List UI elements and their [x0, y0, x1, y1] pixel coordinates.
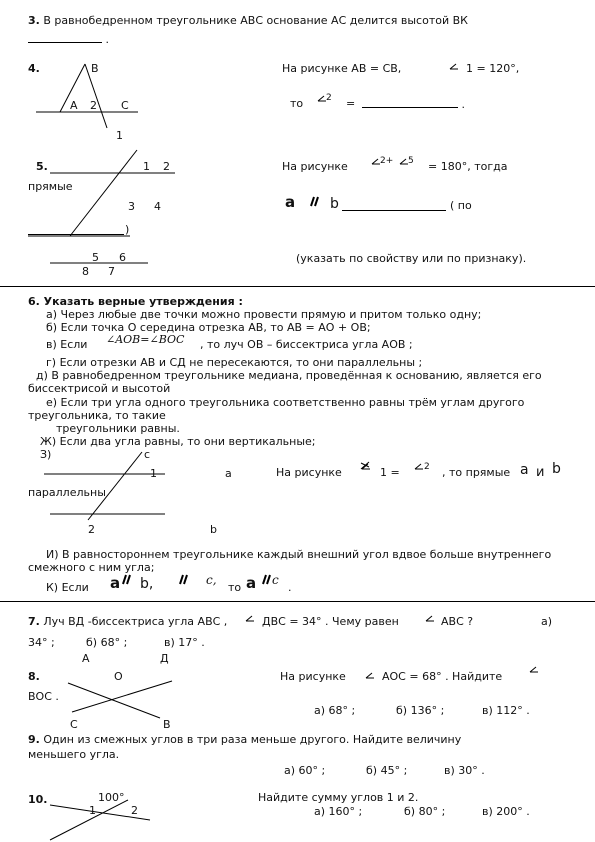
q5-lines-word: прямые	[28, 180, 73, 193]
parallel-icon-q5	[311, 197, 318, 206]
angle-icon-q7a	[246, 616, 254, 621]
q3-text: В равнобедренном треугольнике АВС основание АС делится высотой ВК	[43, 14, 468, 27]
q5-label-4: 4	[154, 200, 161, 213]
q7-answer-a-letter: а)	[541, 615, 553, 628]
q8-line-2	[68, 683, 160, 718]
q6-line-b: b	[552, 461, 561, 477]
q6-k-then: то	[228, 581, 242, 594]
q7-text-1: Луч ВД -биссектриса угла АВС ,	[43, 615, 228, 628]
q4-number: 4.	[28, 62, 40, 75]
q7-text-3: АВС ?	[441, 615, 474, 628]
q8-answer-a[interactable]: а) 68° ;	[314, 704, 356, 717]
q10-answer-a[interactable]: а) 160° ;	[314, 805, 363, 818]
q6-label-2: 2	[88, 523, 95, 536]
q8-label-d: Д	[160, 652, 169, 665]
q5-label-2: 2	[163, 160, 170, 173]
q6-label-a: a	[225, 467, 232, 480]
q7-answer-c[interactable]: в) 17° .	[164, 636, 205, 649]
q6-b: б) Если точка О середина отрезка АВ, то АВ = АО + ОВ;	[46, 321, 371, 334]
q7-number: 7.	[28, 615, 40, 628]
q8-find: ВОС .	[28, 690, 59, 703]
q8-label-b: В	[163, 718, 171, 731]
q9-number: 9.	[28, 733, 40, 746]
q3-tail: .	[105, 33, 109, 46]
q4-label-c: С	[121, 99, 129, 112]
q9-text-2: меньшего угла.	[28, 748, 120, 761]
q4-answer-blank[interactable]	[362, 97, 458, 108]
q5-label-8: 8	[82, 265, 89, 278]
angle-icon-q7b	[426, 616, 434, 621]
angle-icon-q6b	[415, 464, 423, 469]
q5-angle-2plus: 2+	[380, 156, 394, 166]
angle-icon-q4a	[450, 64, 458, 69]
q8-answer-b[interactable]: б) 136° ;	[396, 704, 445, 717]
q6-k-1: К) Если	[46, 581, 89, 594]
q9-answer-c[interactable]: в) 30° .	[444, 764, 485, 777]
angle-icon-q8b	[530, 667, 538, 672]
angle-icon-q5b	[400, 159, 408, 164]
q5-label-1: 1	[143, 160, 150, 173]
q6-given: На рисунке	[276, 466, 342, 479]
q10-label-1: 1	[89, 804, 96, 817]
q5-line-b: b	[330, 196, 339, 212]
q7-answer-b[interactable]: б) 68° ;	[86, 636, 128, 649]
q8-label-o: О	[114, 670, 123, 683]
q3-answer-line	[28, 32, 109, 46]
angle-icon-q8a	[366, 673, 374, 678]
q6-heading-text: 6. Указать верные утверждения :	[28, 295, 243, 308]
q6-e-1: е) Если три угла одного треугольника соответственно равны трём углам другого	[46, 396, 525, 409]
q6-line-a: a	[520, 462, 529, 478]
q4-label-2: 2	[90, 99, 97, 112]
q8-given: На рисунке	[280, 670, 346, 683]
q6-k-a2: a	[246, 574, 257, 592]
q5-angle-5: 5	[408, 156, 414, 166]
q7-text-2: ДВС = 34° . Чему равен	[262, 615, 399, 628]
q4-then: то	[290, 97, 304, 110]
q4-eq: =	[346, 97, 356, 110]
q8-number: 8.	[28, 670, 40, 683]
q7-answer-a[interactable]: 34° ;	[28, 636, 55, 649]
q4-angle-2: 2	[326, 93, 332, 103]
q6-heading	[28, 295, 243, 308]
q8-answer-c[interactable]: в) 112° .	[482, 704, 530, 717]
q6-z: З)	[40, 448, 52, 461]
q4-label-a: А	[70, 99, 78, 112]
q5-label-5: 5	[92, 251, 99, 264]
q6-label-1: 1	[150, 467, 157, 480]
q6-g: г) Если отрезки АВ и СД не пересекаются, то они параллельны ;	[46, 356, 423, 369]
q10-degrees: 100°	[98, 791, 125, 804]
q5-po: ( по	[450, 199, 472, 212]
q10-answer-b[interactable]: б) 80° ;	[404, 805, 446, 818]
q6-parallel-word: параллельны	[28, 486, 106, 499]
q6-k-c2: c	[272, 573, 279, 587]
q6-v-2: , то луч ОВ – биссектриса угла АОВ ;	[200, 338, 413, 351]
angle-icon-q5a	[372, 159, 380, 164]
q6-i-1: И) В равностороннем треугольнике каждый внешний угол вдвое больше внутреннего	[46, 548, 552, 561]
q5-label-7: 7	[108, 265, 115, 278]
q4-answer-line	[362, 97, 465, 111]
q6-d-1: д) В равнобедренном треугольнике медиана, проведённая к основанию, является его	[36, 369, 542, 382]
q4-label-b: В	[91, 62, 99, 75]
q4-given-angle: 1 = 120°,	[466, 62, 520, 75]
angle-icon-q4b	[318, 96, 326, 101]
q10-answer-c[interactable]: в) 200° .	[482, 805, 530, 818]
q5-blank-line	[342, 198, 446, 214]
q5-sum: = 180°, тогда	[428, 160, 508, 173]
q5-answer-blank-2[interactable]	[28, 224, 124, 235]
q6-a: а) Через любые две точки можно провести прямую и притом только одну;	[46, 308, 482, 321]
q8-label-a: А	[82, 652, 90, 665]
q8-label-c: С	[70, 718, 78, 731]
q9-answer-b[interactable]: б) 45° ;	[366, 764, 408, 777]
q3-answer-blank[interactable]	[28, 32, 102, 43]
q5-label-3: 3	[128, 200, 135, 213]
q6-k-b: b,	[140, 576, 154, 592]
q4-label-1: 1	[116, 129, 123, 142]
q9-line-1	[28, 733, 461, 746]
q4-tail: .	[461, 98, 465, 111]
q8-line-1	[72, 681, 172, 712]
q10-number: 10.	[28, 793, 48, 806]
q6-angle-2: 2	[424, 462, 430, 472]
parallel-icon-q6k1	[123, 575, 130, 584]
q6-k-dot: .	[288, 581, 292, 594]
q6-i-2: смежного с ним угла;	[28, 561, 155, 574]
q3-number: 3.	[28, 14, 40, 27]
q4-given: На рисунке АВ = СВ,	[282, 62, 402, 75]
q10-label-2: 2	[131, 804, 138, 817]
q5-answer-blank[interactable]	[342, 198, 446, 211]
q5-given: На рисунке	[282, 160, 348, 173]
q6-d-2: биссектрисой и высотой	[28, 382, 171, 395]
q3-line	[28, 14, 468, 27]
q6-label-c: с	[144, 448, 151, 461]
q6-k-c: c,	[206, 573, 217, 587]
q6-e-2: треугольника, то такие	[28, 409, 166, 422]
q5-hint: (указать по свойству или по признаку).	[296, 252, 527, 265]
parallel-icon-q6k2	[180, 575, 187, 584]
q5-number: 5.	[36, 160, 48, 173]
q6-v-1: в) Если	[46, 338, 88, 351]
q6-label-b: b	[210, 523, 217, 536]
q6-e-3: треугольники равны.	[56, 422, 180, 435]
q5-paren: )	[125, 223, 130, 236]
q6-v-formula: ∠AOB=∠BOC	[106, 333, 185, 346]
q6-then-lines: , то прямые	[442, 466, 511, 479]
q5-label-6: 6	[119, 251, 126, 264]
q10-question: Найдите сумму углов 1 и 2.	[258, 791, 419, 804]
parallel-icon-q6k3	[263, 575, 270, 584]
q9-text-1: Один из смежных углов в три раза меньше другого. Найдите величину	[43, 733, 462, 746]
q6-angle-1: 1 =	[380, 466, 400, 479]
q5-line-a: a	[285, 193, 296, 211]
q8-given-2: АОС = 68° . Найдите	[382, 670, 503, 683]
q6-k-a: a	[110, 574, 121, 592]
q6-zh: Ж) Если два угла равны, то они вертикальные;	[40, 435, 316, 448]
q7-line	[28, 615, 227, 628]
q9-answer-a[interactable]: а) 60° ;	[284, 764, 326, 777]
q5-blank2-line	[28, 224, 124, 238]
q6-and: и	[536, 465, 545, 480]
